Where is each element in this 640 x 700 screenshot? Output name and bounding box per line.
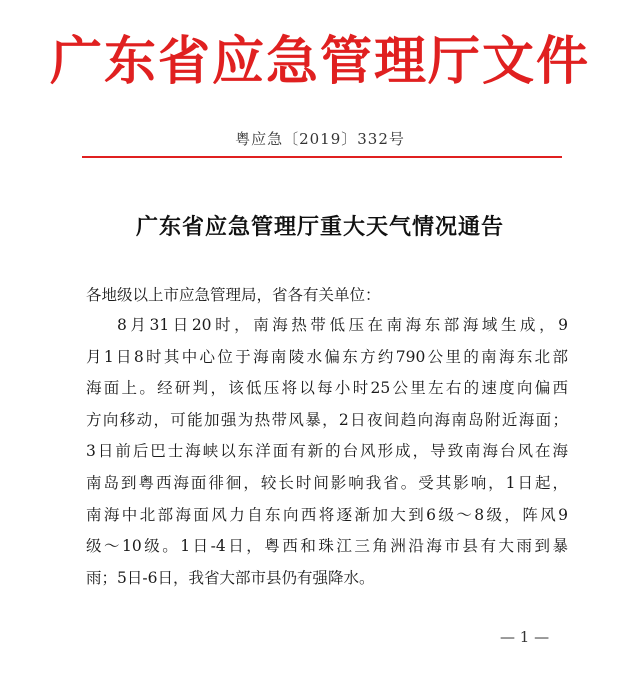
issuing-authority-header: 广东省应急管理厅文件 [49,32,590,92]
body-line: 海面上。经研判，该低压将以每小时25公里左右的速度向偏西 [86,379,568,398]
body-line: 级～10级。1日-4日，粤西和珠江三角洲沿海市县有大雨到暴 [86,537,568,556]
body-line: 月1日8时其中心位于海南陵水偏东方约790公里的南海东北部 [86,347,568,366]
document-title: 广东省应急管理厅重大天气情况通告 [135,214,504,240]
body-line: 方向移动，可能加强为热带风暴，2日夜间趋向海南岛附近海面； [86,410,568,429]
red-divider-line [82,156,562,158]
body-line: 3日前后巴士海峡以东洋面有新的台风形成，导致南海台风在海 [86,442,568,461]
document-number: 粤应急〔2019〕332号 [235,130,405,148]
body-line: 南岛到粤西海面徘徊，较长时间影响我省。受其影响，1日起， [86,473,568,492]
body-paragraph [86,310,568,594]
body-line: 雨；5日-6日，我省大部市县仍有强降水。 [86,568,375,587]
body-line: 8月31日20时，南海热带低压在南海东部海域生成，9 [117,316,568,334]
page-number: — 1 — [500,628,550,646]
salutation: 各地级以上市应急管理局，省各有关单位： [86,286,381,304]
body-line: 南海中北部海面风力自东向西将逐渐加大到6级～8级，阵风9 [86,505,568,524]
